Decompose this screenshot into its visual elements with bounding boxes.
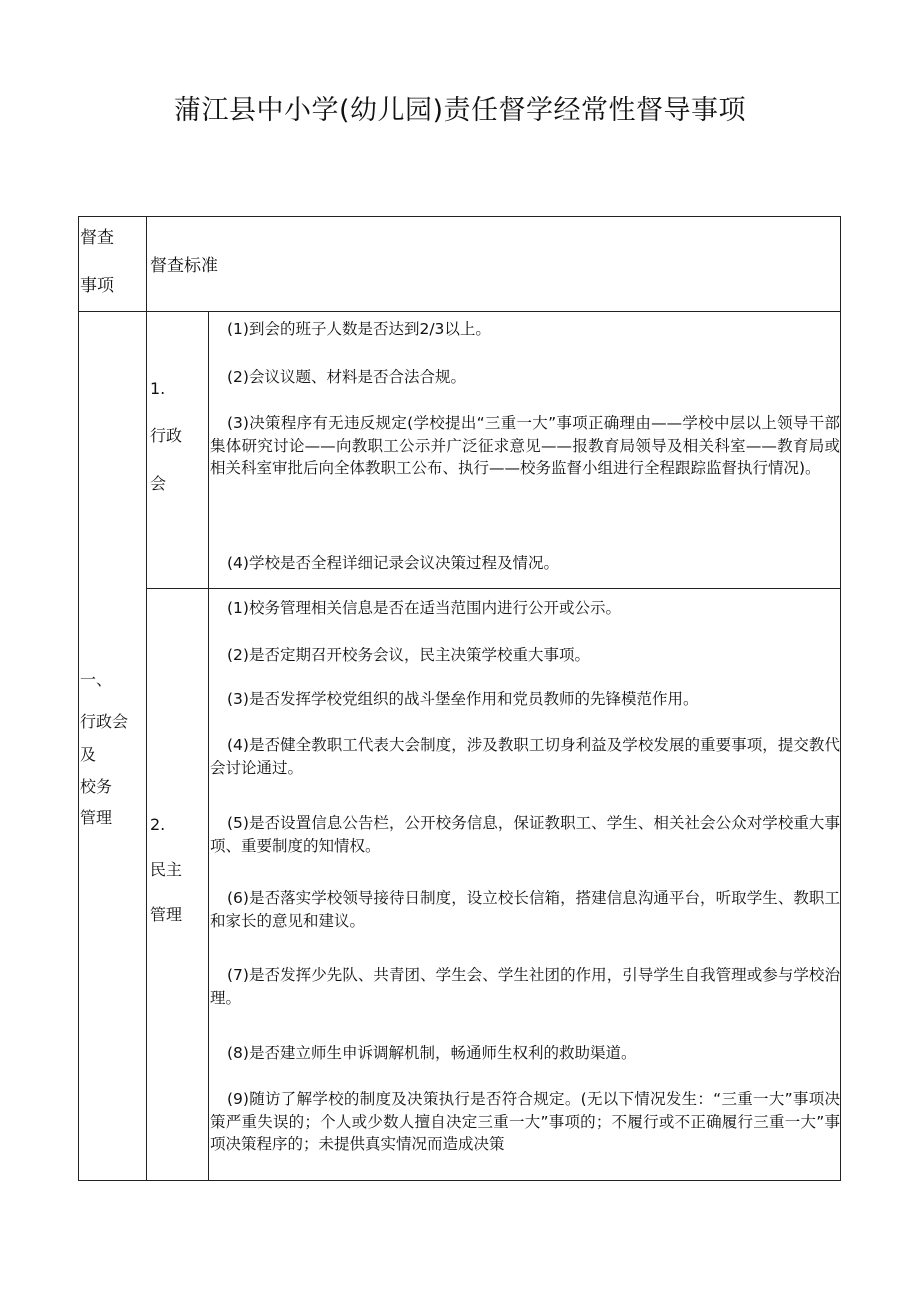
section-1-item-4: (4)学校是否全程详细记录会议决策过程及情况。 xyxy=(227,554,559,572)
section-2-item-4: (4)是否健全教职工代表大会制度，涉及教职工切身利益及学校发展的重要事项，提交教代会讨论通过。 xyxy=(210,736,840,777)
section-2-label-line2: 民主 xyxy=(150,860,183,879)
page-title: 蒲江县中小学(幼儿园)责任督学经常性督导事项 xyxy=(173,95,747,126)
header-cell-item xyxy=(80,228,144,298)
section-1-label xyxy=(150,379,206,499)
section-1-item-1: (1)到会的班子人数是否达到2/3以上。 xyxy=(227,320,491,338)
header-item-line1: 督查 xyxy=(80,228,114,248)
header-item-line2: 事项 xyxy=(80,276,114,296)
header-cell-standard: 督查标准 xyxy=(150,256,218,276)
section-column-divider xyxy=(208,311,209,1181)
section-1-label-line3: 会 xyxy=(150,474,167,493)
section-2-item-1: (1)校务管理相关信息是否在适当范围内进行公开或公示。 xyxy=(227,599,621,617)
category-line2: 行政会 xyxy=(80,712,129,731)
section-2-item-9: (9)随访了解学校的制度及决策执行是否符合规定。(无以下情况发生：“三重一大”事项决策严重失误的；个人或少数人擅自决定三重一大”事项的；不履行或不正确履行三重一大”事项决策程序的；未提供真实情况而造成决策 xyxy=(210,1090,840,1153)
section-2-label-line3: 管理 xyxy=(150,905,183,924)
category-line4: 校务 xyxy=(80,777,113,796)
category-line1: 一、 xyxy=(80,670,113,689)
section-2-item-2: (2)是否定期召开校务会议，民主决策学校重大事项。 xyxy=(227,646,590,664)
section-2-item-5: (5)是否设置信息公告栏，公开校务信息，保证教职工、学生、相关社会公众对学校重大事项、重要制度的知情权。 xyxy=(210,814,840,855)
section-2-label-line1: 2. xyxy=(150,815,166,834)
section-2-item-3: (3)是否发挥学校党组织的战斗堡垒作用和党员教师的先锋模范作用。 xyxy=(227,690,699,708)
section-divider xyxy=(146,588,841,589)
category-column-divider xyxy=(146,311,147,1181)
section-2-item-7: (7)是否发挥少先队、共青团、学生会、学生社团的作用，引导学生自我管理或参与学校治理。 xyxy=(210,966,840,1007)
section-1-label-line2: 行政 xyxy=(150,426,183,445)
category-cell xyxy=(80,670,144,830)
header-row-divider xyxy=(78,311,841,312)
category-line3: 及 xyxy=(80,745,97,764)
section-1-label-line1: 1. xyxy=(150,379,166,398)
section-2-item-8: (8)是否建立师生申诉调解机制，畅通师生权利的救助渠道。 xyxy=(227,1044,637,1062)
section-1-item-2: (2)会议议题、材料是否合法合规。 xyxy=(227,368,466,386)
section-2-item-6: (6)是否落实学校领导接待日制度，设立校长信箱，搭建信息沟通平台，听取学生、教职工和家长的意见和建议。 xyxy=(210,889,840,930)
section-1-item-3: (3)决策程序有无违反规定(学校提出“三重一大”事项正确理由——学校中层以上领导干部集体研究讨论——向教职工公示并广泛征求意见——报教育局领导及相关科室——教育局或相关科室审批后向全体教职工公布、执行——校务监督小组进行全程跟踪监督执行情况)。 xyxy=(210,414,840,477)
section-2-label xyxy=(150,815,206,935)
category-line5: 管理 xyxy=(80,808,113,827)
header-column-divider xyxy=(146,216,147,311)
